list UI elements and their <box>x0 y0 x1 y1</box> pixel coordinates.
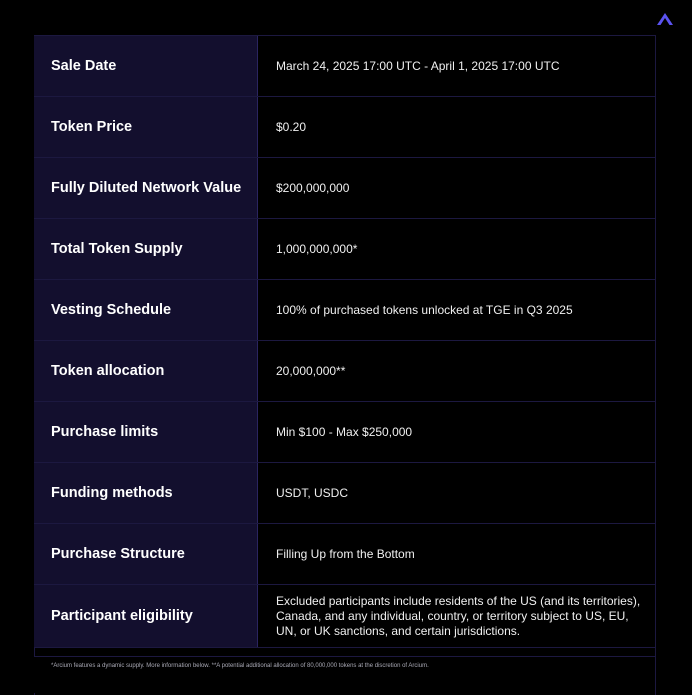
row-value: 20,000,000** <box>276 363 346 378</box>
row-label: Participant eligibility <box>34 585 258 647</box>
row-value: USDT, USDC <box>276 485 349 500</box>
table-row <box>34 97 655 158</box>
row-value: Excluded participants include residents of the US (and its territories), Canada, and any individual, country, or territory subject to US, EU, UN, or UK sanctions, and certain jurisdictions. <box>276 593 641 638</box>
row-value: $200,000,000 <box>276 180 350 195</box>
table-row <box>34 158 655 219</box>
table-row <box>34 36 655 97</box>
table-row <box>34 524 655 585</box>
table-row <box>34 463 655 524</box>
row-value: 100% of purchased tokens unlocked at TGE in Q3 2025 <box>276 302 573 317</box>
table-row <box>34 402 655 463</box>
row-label: Vesting Schedule <box>34 280 258 340</box>
table-right-border <box>655 35 656 695</box>
row-value: March 24, 2025 17:00 UTC - April 1, 2025 17:00 UTC <box>276 58 560 73</box>
row-label: Funding methods <box>34 463 258 523</box>
table-row <box>34 219 655 280</box>
row-label: Token allocation <box>34 341 258 401</box>
token-sale-table <box>34 35 655 648</box>
row-value: $0.20 <box>276 119 307 134</box>
row-label: Sale Date <box>34 36 258 96</box>
footnote-area <box>34 656 655 693</box>
arcium-logo-icon <box>656 12 674 26</box>
row-value: Min $100 - Max $250,000 <box>276 424 413 439</box>
row-value: 1,000,000,000* <box>276 241 358 256</box>
row-label: Purchase Structure <box>34 524 258 584</box>
table-row <box>34 341 655 402</box>
footnote-text: *Arcium features a dynamic supply. More information below. **A potential additional allocation of 80,000,000 tokens at the discretion of Arcium. <box>51 663 429 669</box>
row-label: Total Token Supply <box>34 219 258 279</box>
row-value: Filling Up from the Bottom <box>276 546 415 561</box>
row-label: Fully Diluted Network Value <box>34 158 258 218</box>
table-row <box>34 280 655 341</box>
row-label: Token Price <box>34 97 258 157</box>
row-label: Purchase limits <box>34 402 258 462</box>
table-row <box>34 585 655 648</box>
